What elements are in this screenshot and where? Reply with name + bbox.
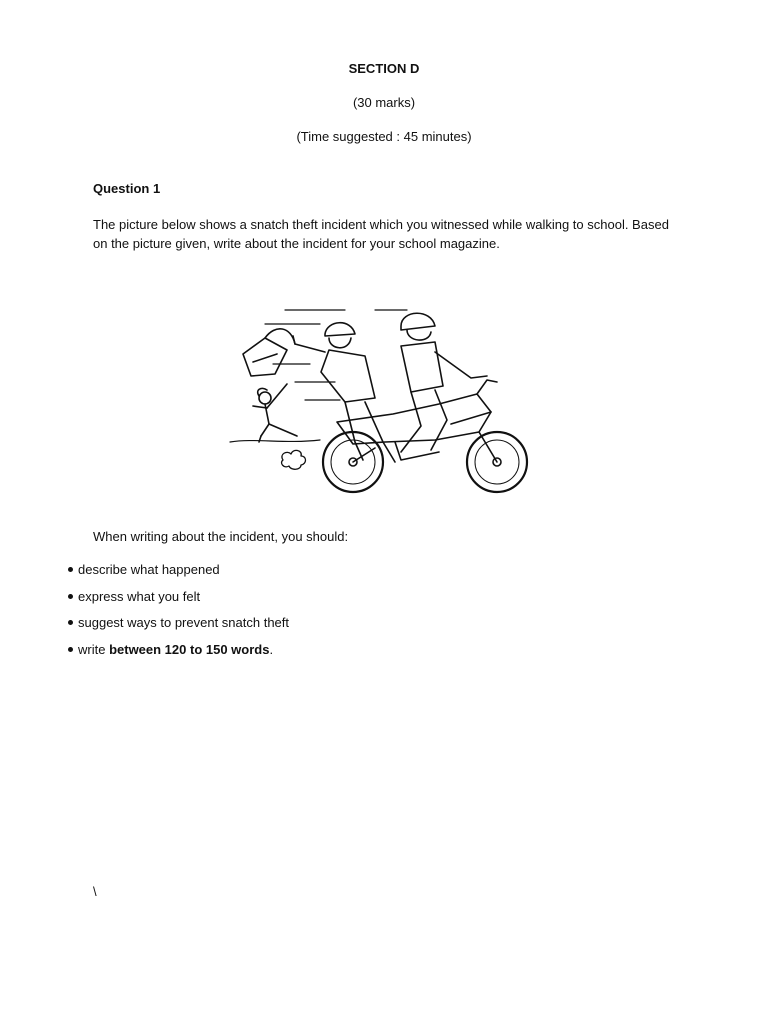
guidelines-lead-in: When writing about the incident, you should:	[93, 529, 349, 544]
victim-figure	[253, 384, 297, 442]
ground-line	[230, 440, 320, 442]
bullet-icon	[68, 594, 73, 599]
guidelines-list	[68, 562, 289, 668]
bullet-icon	[68, 647, 73, 652]
stray-backslash: \	[93, 884, 97, 899]
list-item: describe what happened	[68, 562, 289, 578]
snatch-theft-illustration-icon	[225, 302, 537, 508]
question-instructions: The picture below shows a snatch theft incident which you witnessed while walking to school. Based on the picture given, write about the incident for your school magazine.	[93, 217, 669, 251]
time-suggested-label: (Time suggested : 45 minutes)	[296, 129, 472, 144]
bullet-icon	[68, 567, 73, 572]
section-title: SECTION D	[348, 61, 420, 76]
list-item	[68, 642, 289, 658]
word-count-emphasis: between 120 to 150 words	[109, 641, 270, 657]
question-label: Question 1	[93, 181, 161, 196]
bullet-icon	[68, 620, 73, 625]
handbag	[243, 329, 295, 376]
exhaust-cloud	[282, 450, 306, 469]
list-item: suggest ways to prevent snatch theft	[68, 615, 289, 631]
list-item: express what you felt	[68, 589, 289, 605]
word-count-prefix: write	[78, 641, 110, 657]
word-count-suffix: .	[269, 641, 274, 657]
rider-figure	[401, 313, 487, 452]
marks-label: (30 marks)	[352, 95, 416, 110]
